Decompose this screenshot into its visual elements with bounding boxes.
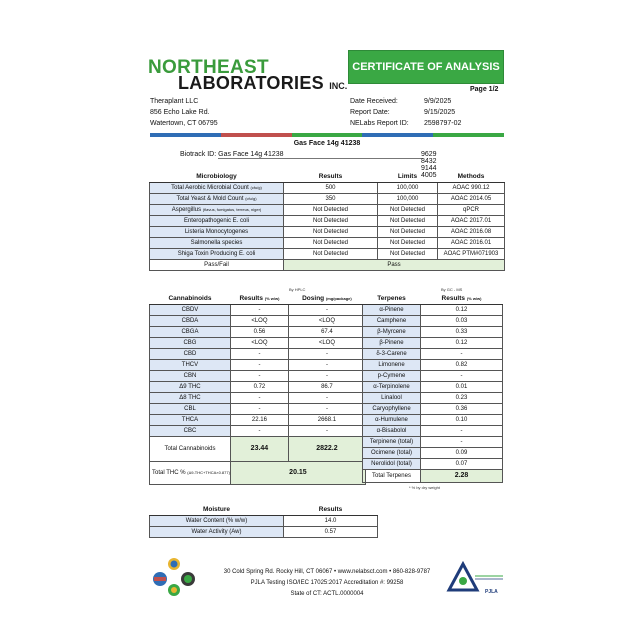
terp-header-results-label: Results [441, 295, 465, 302]
total-terpenes-label: Total Terpenes [363, 470, 421, 483]
cannabinoid-name: THCA [150, 415, 231, 426]
stripe-segment [150, 133, 221, 137]
biotrack-label: Biotrack ID: [180, 151, 217, 158]
cannabinoid-row [150, 404, 366, 415]
cannabinoid-row [150, 316, 366, 327]
terpene-row [363, 393, 503, 404]
total-cannabinoids-result: 23.44 [230, 437, 288, 462]
cannabinoid-name: Δ9 THC [150, 382, 231, 393]
micro-test-label: Shiga Toxin Producing E. coli [177, 251, 256, 257]
cannabinoid-result: - [230, 349, 288, 360]
micro-method: AOAC PTM#071903 [438, 249, 505, 260]
micro-row [150, 249, 505, 260]
micro-test-name [150, 249, 284, 260]
micro-test-name [150, 238, 284, 249]
cannabinoid-dosing: 2668.1 [288, 415, 365, 426]
terpene-name: Caryophyllene [363, 404, 421, 415]
terpene-result: 0.01 [421, 382, 503, 393]
cannabinoid-row [150, 360, 366, 371]
cannabinoid-result: - [230, 426, 288, 437]
cann-header-results [230, 294, 288, 305]
cannabinoid-dosing: - [288, 426, 365, 437]
micro-test-label: Total Yeast & Mold Count [176, 196, 244, 202]
terpene-name: β-Myrcene [363, 327, 421, 338]
micro-limit: Not Detected [378, 238, 438, 249]
micro-header-limits: Limits [378, 172, 438, 183]
sample-name: Gas Face 14g 41238 [293, 140, 361, 147]
meta-row [350, 96, 461, 107]
meta-value: 9/15/2025 [424, 109, 456, 116]
cannabinoid-row [150, 415, 366, 426]
total-thc-value: 20.15 [230, 462, 365, 485]
cannabinoids-table [149, 294, 366, 485]
cann-header-results-label: Results [239, 295, 263, 302]
client-name: Theraplant LLC [150, 98, 199, 105]
stripe-segment [292, 133, 363, 137]
micro-limit: 100,000 [378, 194, 438, 205]
cannabinoid-row [150, 371, 366, 382]
cannabinoid-name: CBL [150, 404, 231, 415]
meta-label: Date Received: [350, 98, 398, 105]
moisture-row [150, 516, 378, 527]
terpene-result: - [421, 371, 503, 382]
terp-header-results [421, 294, 503, 305]
cannabinoid-dosing: <LOQ [288, 338, 365, 349]
terpene-row [363, 316, 503, 327]
cannabinoid-result: - [230, 393, 288, 404]
micro-row [150, 227, 505, 238]
client-block [150, 96, 218, 129]
micro-test-name [150, 227, 284, 238]
report-meta [350, 96, 461, 129]
terpene-result: 0.82 [421, 360, 503, 371]
cannabinoid-result: 0.72 [230, 382, 288, 393]
micro-test-label: Listeria Monocytogenes [184, 229, 249, 235]
footer-accreditation: PJLA Testing ISO/IEC 17025:2017 Accreditation #: 99258 [250, 580, 404, 586]
moisture-header-results: Results [284, 505, 378, 516]
terpene-name: α-Humulene [363, 415, 421, 426]
cannabinoid-dosing: - [288, 371, 365, 382]
terpenes-table [362, 294, 503, 483]
stripe-segment [221, 133, 292, 137]
micro-test-label: Total Aerobic Microbial Count [171, 185, 249, 191]
terpene-row [363, 349, 503, 360]
micro-method: AOAC 2017.01 [438, 216, 505, 227]
terpene-result: 0.23 [421, 393, 503, 404]
micro-row [150, 216, 505, 227]
micro-test-name [150, 205, 284, 216]
moisture-header-name: Moisture [150, 505, 284, 516]
logo-line1: NORTHEAST [148, 57, 269, 78]
cann-header-dosing [288, 294, 365, 305]
micro-result: Not Detected [284, 227, 378, 238]
terpene-result: 0.10 [421, 415, 503, 426]
logo-inc: INC. [329, 81, 348, 91]
terpene-row [363, 448, 503, 459]
micro-test-unit: (cfu/g) [245, 196, 257, 201]
meta-value: 2598797-02 [424, 120, 462, 127]
micro-header-results: Results [284, 172, 378, 183]
meta-row [350, 107, 461, 118]
micro-test-label: Enteropathogenic E. coli [183, 218, 250, 224]
logo-laboratories: LABORATORIES [178, 73, 324, 93]
logo-line2 [178, 74, 347, 95]
moisture-result: 14.0 [284, 516, 378, 527]
terpene-row [363, 426, 503, 437]
terpene-row [363, 404, 503, 415]
micro-method: AOAC 2014.05 [438, 194, 505, 205]
cannabinoid-row [150, 393, 366, 404]
micro-limit: Not Detected [378, 227, 438, 238]
micro-test-unit: (cfu/g) [250, 185, 262, 190]
cann-header-name: Cannabinoids [150, 294, 231, 305]
meta-label: Report Date: [350, 109, 390, 116]
cannabinoid-name: CBC [150, 426, 231, 437]
page-number: Page 1/2 [470, 86, 499, 93]
total-terpenes-value: 2.28 [421, 470, 503, 483]
terpene-result: 0.36 [421, 404, 503, 415]
cann-header-dosing-label: Dosing [302, 295, 325, 302]
terpene-name: α-Terpinolene [363, 382, 421, 393]
terpene-row [363, 327, 503, 338]
micro-header-name: Microbiology [150, 172, 284, 183]
cannabinoid-row [150, 305, 366, 316]
cannabinoid-name: CBGA [150, 327, 231, 338]
terpene-name: α-Pinene [363, 305, 421, 316]
cannabinoid-name: CBN [150, 371, 231, 382]
micro-result: 500 [284, 183, 378, 194]
cannabinoid-result: - [230, 360, 288, 371]
cannabinoid-dosing: - [288, 349, 365, 360]
cannabinoid-name: CBDV [150, 305, 231, 316]
terpene-result: - [421, 349, 503, 360]
dry-weight-note: * % by dry weight [409, 485, 440, 490]
color-stripe [150, 133, 504, 137]
micro-limit: Not Detected [378, 216, 438, 227]
terpene-row [363, 371, 503, 382]
micro-test-label: Salmonella species [190, 240, 243, 246]
cannabinoid-row [150, 327, 366, 338]
terpene-result: 0.09 [421, 448, 503, 459]
terpene-result: 0.12 [421, 338, 503, 349]
cannabinoid-row [150, 338, 366, 349]
footer-state-license: State of CT: ACTL.0000004 [290, 591, 364, 597]
moisture-table [149, 505, 378, 538]
micro-row [150, 194, 505, 205]
micro-test-unit: (flavus, fumigatus, terreus, niger) [202, 207, 262, 212]
biotrack-value: Gas Face 14g 41238 [218, 151, 423, 159]
cannabinoid-name: CBG [150, 338, 231, 349]
micro-result: Not Detected [284, 205, 378, 216]
cannabinoid-name: CBDA [150, 316, 231, 327]
terpene-result: - [421, 437, 503, 448]
micro-result: Not Detected [284, 216, 378, 227]
terpene-name: Terpinene (total) [363, 437, 421, 448]
terpene-name: δ-3-Carene [363, 349, 421, 360]
cannabinoid-result: 0.56 [230, 327, 288, 338]
terpene-result: 0.12 [421, 305, 503, 316]
micro-method: AOAC 990.12 [438, 183, 505, 194]
cannabinoid-dosing: - [288, 404, 365, 415]
moisture-row [150, 527, 378, 538]
microbiology-table [149, 172, 505, 271]
terpene-row [363, 338, 503, 349]
terpene-name: Camphene [363, 316, 421, 327]
micro-test-name [150, 216, 284, 227]
terpene-method-note: By GC - MS [441, 287, 463, 292]
cannabinoid-result: <LOQ [230, 338, 288, 349]
total-thc-text: Total THC % [152, 470, 186, 476]
micro-row [150, 205, 505, 216]
cannabinoid-dosing: - [288, 360, 365, 371]
terpene-name: β-Pinene [363, 338, 421, 349]
cann-header-results-unit: (% w/w) [264, 296, 280, 301]
micro-test-label: Aspergillus [171, 207, 202, 213]
micro-method: qPCR [438, 205, 505, 216]
client-address1: 856 Echo Lake Rd. [150, 109, 210, 116]
terpene-row [363, 305, 503, 316]
cannabinoid-row [150, 349, 366, 360]
cannabinoid-dosing: 86.7 [288, 382, 365, 393]
terpene-name: Ocimene (total) [363, 448, 421, 459]
terp-header-results-unit: (% w/w) [466, 296, 482, 301]
cannabinoid-row [150, 382, 366, 393]
terpene-result: - [421, 426, 503, 437]
meta-label: NELabs Report ID: [350, 120, 409, 127]
micro-result: Not Detected [284, 249, 378, 260]
terpene-row [363, 459, 503, 470]
cannabinoid-result: 22.16 [230, 415, 288, 426]
terpene-result: 0.03 [421, 316, 503, 327]
certificate-title: CERTIFICATE OF ANALYSIS [349, 51, 503, 83]
client-address2: Watertown, CT 06795 [150, 120, 218, 127]
micro-limit: Not Detected [378, 249, 438, 260]
terpene-result: 0.07 [421, 459, 503, 470]
micro-result: Not Detected [284, 238, 378, 249]
total-cannabinoids-label: Total Cannabinoids [150, 437, 231, 462]
micro-header-methods: Methods [438, 172, 505, 183]
cannabinoid-dosing: - [288, 393, 365, 404]
passfail-value: Pass [284, 260, 505, 271]
footer-contact: 30 Cold Spring Rd. Rocky Hill, CT 06067 • www.nelabsct.com • 860-828-9787 [223, 569, 431, 575]
stripe-segment [362, 133, 433, 137]
micro-row [150, 238, 505, 249]
pjla-logo [445, 560, 505, 596]
micro-limit: Not Detected [378, 205, 438, 216]
micro-test-name [150, 183, 284, 194]
micro-row [150, 183, 505, 194]
cannabinoid-name: Δ8 THC [150, 393, 231, 404]
cannabinoid-dosing: - [288, 305, 365, 316]
terpene-result: 0.33 [421, 327, 503, 338]
biotrack-number: 9629 8432 9144 4005 [421, 151, 437, 179]
cannabinoid-result: - [230, 305, 288, 316]
terpene-name: p-Cymene [363, 371, 421, 382]
cann-header-dosing-unit: (mg/package) [325, 296, 352, 301]
cannabinoid-result: - [230, 371, 288, 382]
terpene-row [363, 437, 503, 448]
micro-method: AOAC 2016.01 [438, 238, 505, 249]
cannabinoid-result: - [230, 404, 288, 415]
cannabinoid-row [150, 426, 366, 437]
moisture-name: Water Activity (Aw) [150, 527, 284, 538]
pjla-text: PJLA [485, 589, 498, 595]
total-thc-formula: (Δ9-THC+THCA×0.877) [187, 470, 230, 475]
terpene-row [363, 360, 503, 371]
micro-result: 350 [284, 194, 378, 205]
total-cannabinoids-dosing: 2822.2 [288, 437, 365, 462]
moisture-result: 0.57 [284, 527, 378, 538]
meta-value: 9/9/2025 [424, 98, 452, 105]
terpene-name: Nerolidol (total) [363, 459, 421, 470]
terp-header-name: Terpenes [363, 294, 421, 305]
meta-row [350, 118, 461, 129]
passfail-label: Pass/Fail [150, 260, 284, 271]
terpene-row [363, 415, 503, 426]
moisture-name: Water Content (% w/w) [150, 516, 284, 527]
cannabinoid-method-note: By HPLC [289, 287, 306, 292]
terpene-row [363, 382, 503, 393]
cannabinoid-result: <LOQ [230, 316, 288, 327]
cannabinoid-name: CBD [150, 349, 231, 360]
micro-method: AOAC 2016.08 [438, 227, 505, 238]
terpene-name: α-Bisabolol [363, 426, 421, 437]
micro-limit: 100,000 [378, 183, 438, 194]
total-thc-label [150, 462, 231, 485]
cannabinoid-name: THCV [150, 360, 231, 371]
micro-test-name [150, 194, 284, 205]
cannabinoid-dosing: 67.4 [288, 327, 365, 338]
stripe-segment [433, 133, 504, 137]
terpene-name: Limonene [363, 360, 421, 371]
terpene-name: Linalool [363, 393, 421, 404]
cannabinoid-dosing: <LOQ [288, 316, 365, 327]
